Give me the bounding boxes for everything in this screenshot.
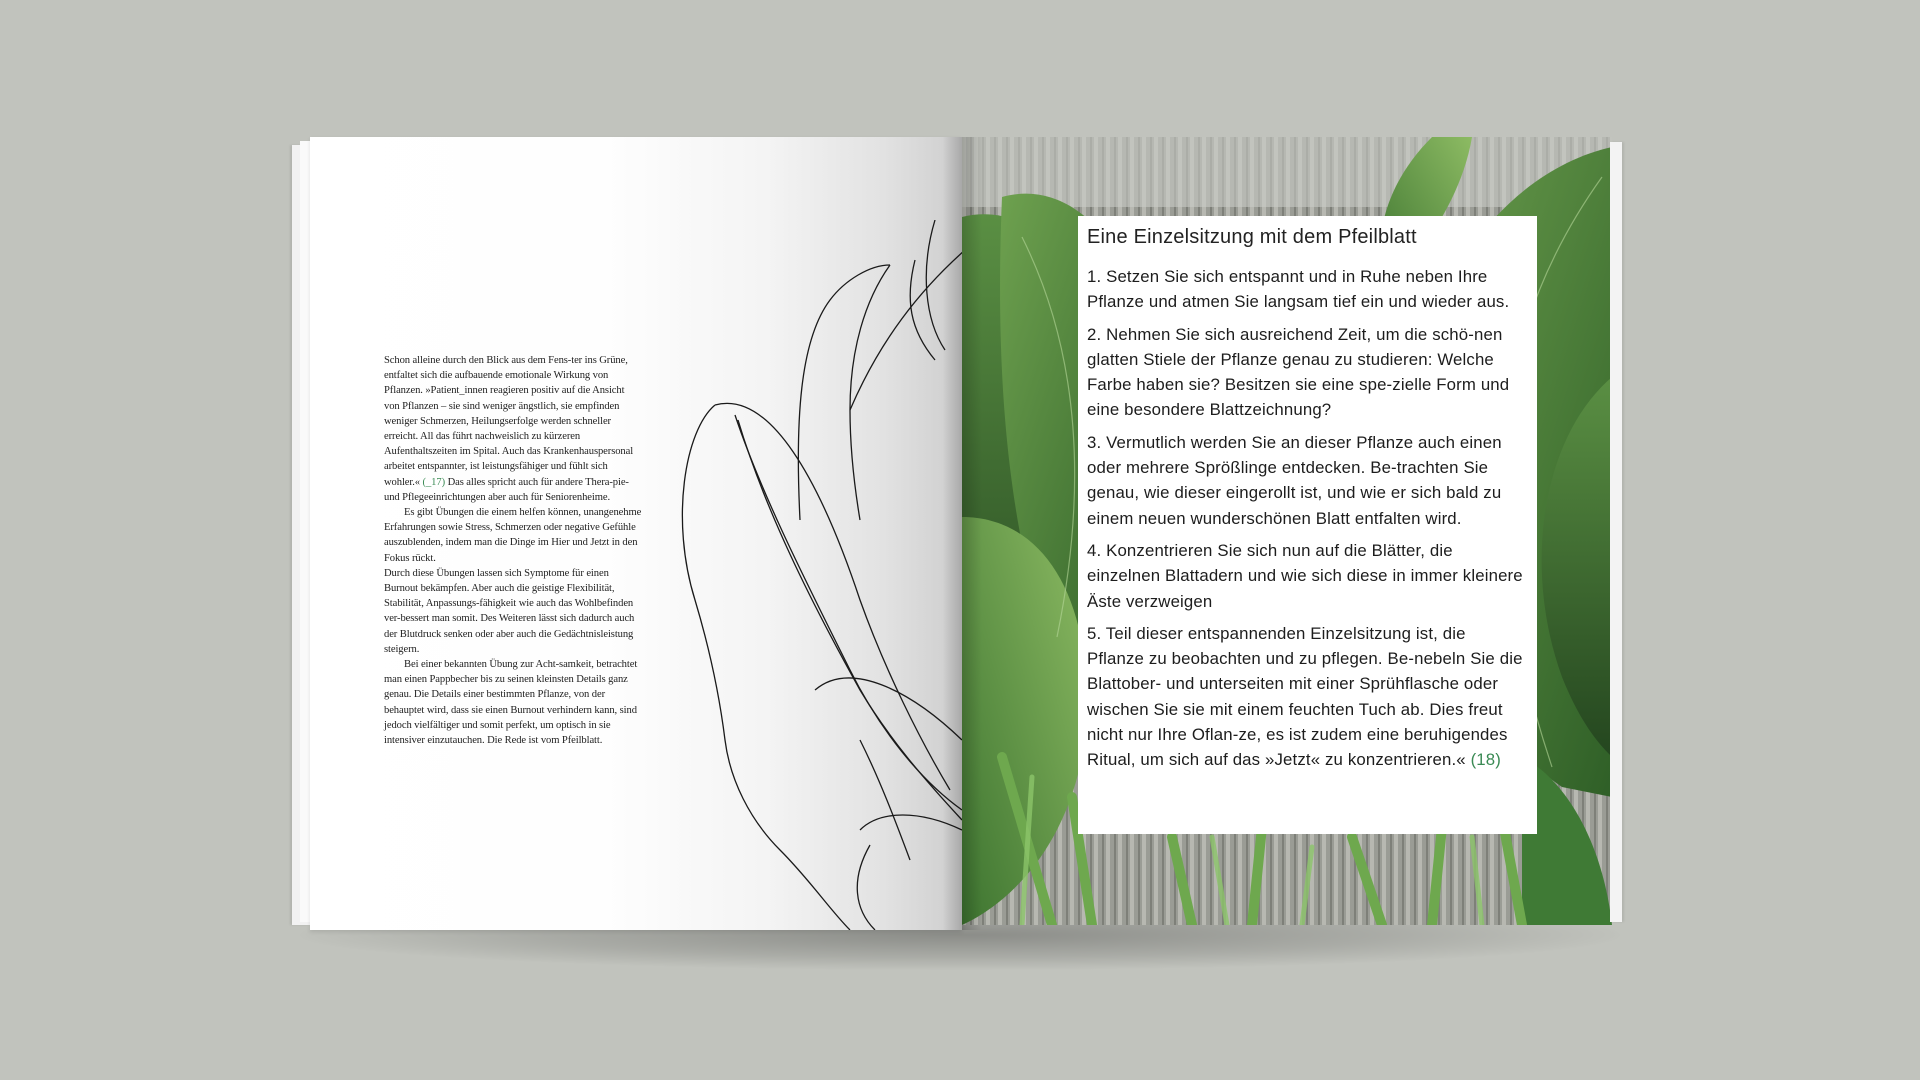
step-4: 4. Konzentrieren Sie sich nun auf die Blätter, die einzelnen Blattadern und wie sich diese in immer kleinere Äste verzweigen [1087, 540, 1523, 611]
footnote-ref-18: (18) [1470, 750, 1502, 770]
step-1: 1. Setzen Sie sich entspannt und in Ruhe neben Ihre Pflanze und atmen Sie langsam tief ein und wieder aus. [1087, 267, 1510, 312]
step-5: 5. Teil dieser entspannenden Einzelsitzung ist, die Pflanze zu beobachten und zu pflegen. Be-nebeln Sie die Blattober- und unterseiten mit einer Sprühflasche oder wischen Sie sie mit einem feuchten Tuch ab. Dies freut nicht nur Ihre Oflan-ze, es ist zudem eine beruhigendes Ritual, um sich auf das »Jetzt« zu konzentrieren.« (18) [1087, 623, 1523, 770]
paragraph-1: Schon alleine durch den Blick aus dem Fens-ter ins Grüne, entfaltet sich die aufbauende emotionale Wirkung von Pflanzen. »Patient_innen reagieren positiv auf die Ansicht von Pflanzen – sie sind weniger ängstlich, sie empfinden weniger Schmerzen, Heilungserfolge werden schneller erreicht. All das führt nachweislich zu kürzeren Aufenthaltszeiten im Spital. Auch das Krankenhauspersonal arbeitet entspannter, ist leistungsfähiger und fühlt sich wohler.« (_17) Das alles spricht auch für andere Thera-pie- und Pflegeeinrichtungen aber auch für Seniorenheime. [384, 355, 634, 503]
paragraph-4: Bei einer bekannten Übung zur Acht-samkeit, betrachtet man einen Pappbecher bis zu seinen kleinsten Details ganz genau. Die Details einer bestimmten Pflanze, von der behauptet wird, dass sie einen Burnout verhindern kann, sind jedoch vielfältiger und somit perfekt, um optisch in sie intensiver einzutauchen. Die Rede ist vom Pfeilblatt. [384, 659, 638, 747]
leaf-line-drawing [680, 220, 965, 930]
card-title: Eine Einzelsitzung mit dem Pfeilblatt [1087, 226, 1417, 248]
footnote-ref-17: (_17) [422, 476, 445, 488]
left-page-body-text [384, 353, 642, 748]
right-page-edges [1610, 142, 1622, 922]
exercise-card [1078, 216, 1537, 834]
paragraph-3: Durch diese Übungen lassen sich Symptome für einen Burnout bekämpfen. Aber auch die geistige Flexibilität, Stabilität, Anpassungs-fähigkeit wie auch das Wohlbefinden ver-bessert man somit. Des Weiteren lässt sich dadurch auch der Blutdruck senken oder aber auch die Gedächtnisleistung steigern. [384, 567, 635, 655]
step-2: 2. Nehmen Sie sich ausreichend Zeit, um die schö-nen glatten Stiele der Pflanze genau zu studieren: Welche Farbe haben sie? Besitzen sie eine spe-zielle Form und eine besondere Blattzeichnung? [1087, 324, 1510, 420]
paragraph-2: Es gibt Übungen die einem helfen können, unangenehme Erfahrungen sowie Stress, Schmerzen oder negative Gefühle auszublenden, indem man die Dinge im Hier und Jetzt in den Fokus rückt. [384, 507, 642, 564]
book-gutter [942, 137, 982, 930]
step-3: 3. Vermutlich werden Sie an dieser Pflanze auch einen oder mehrere Sprößlinge entdecken. Be-trachten Sie genau, wie dieser eingerollt ist, und wie er sich bald zu einem neuen wunderschönen Blatt entfalten wird. [1087, 432, 1502, 528]
